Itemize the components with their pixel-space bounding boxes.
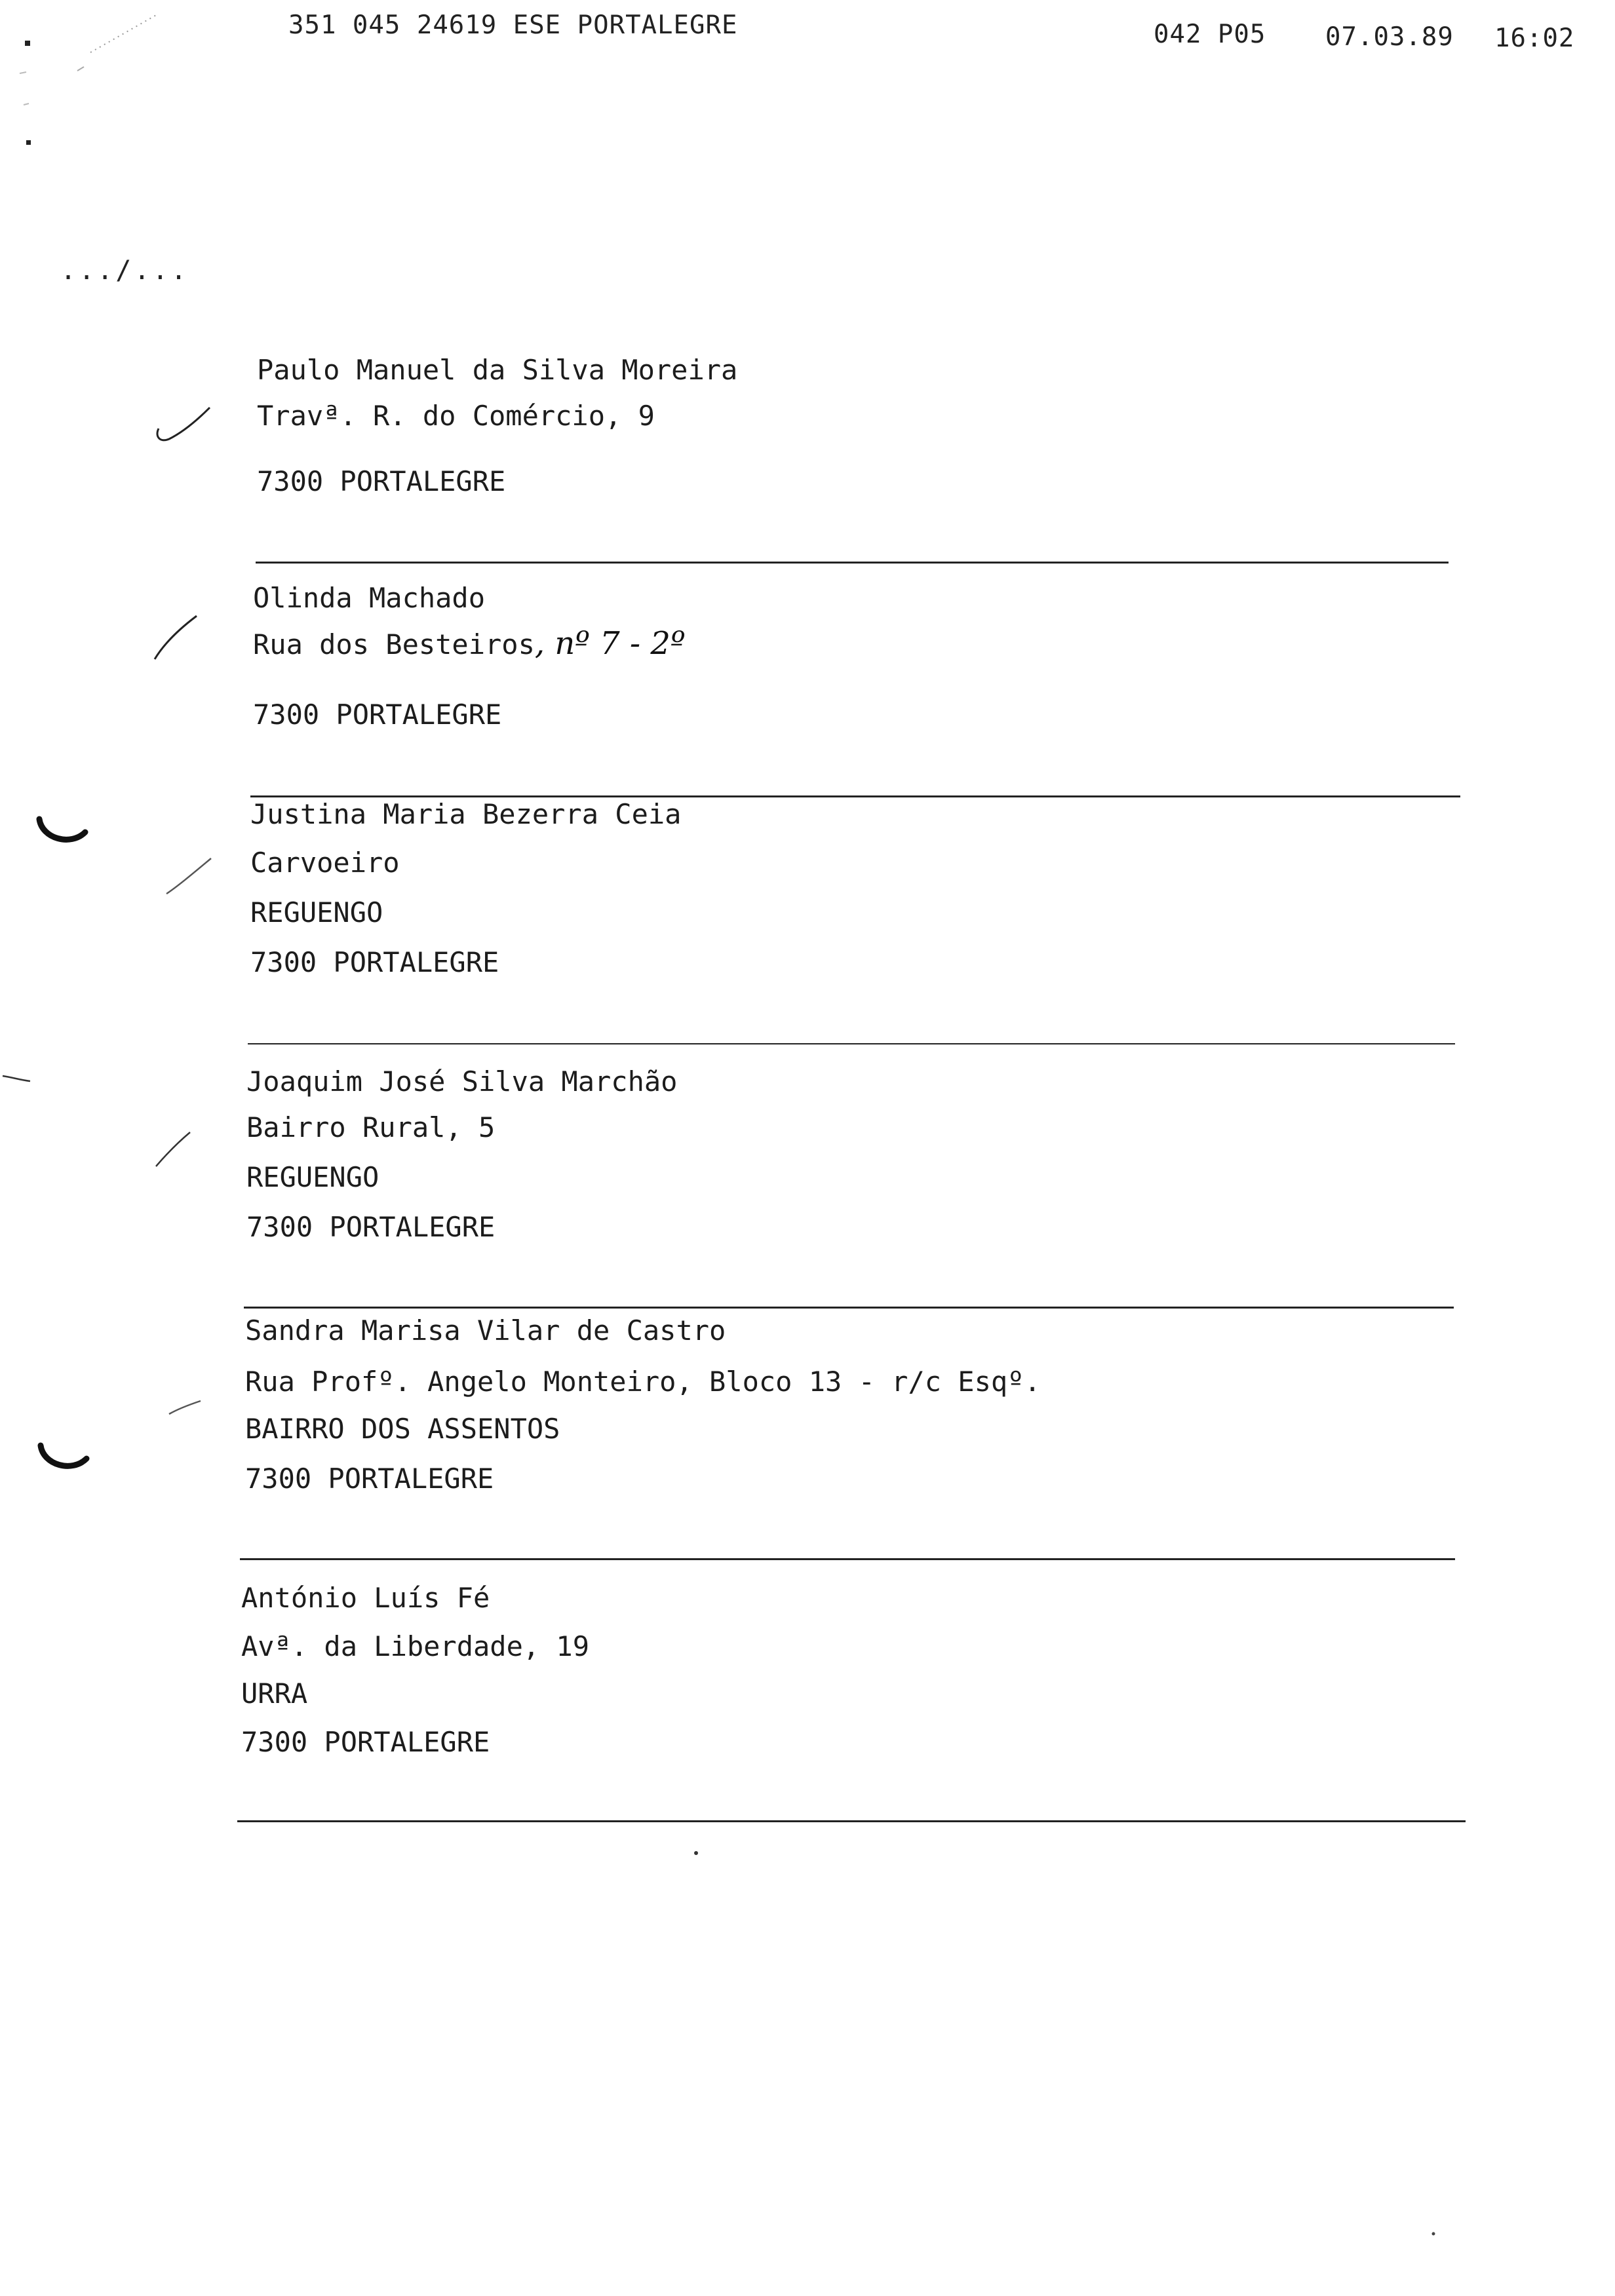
recipient-address: Travª. R. do Comércio, 9 [257,400,655,432]
scan-speck [1430,2230,1437,2237]
recipient-address: Bairro Rural, 5 [246,1111,496,1143]
recipient-name: Sandra Marisa Vilar de Castro [245,1314,726,1347]
divider-line [256,562,1449,564]
checkmark-icon [163,852,215,898]
recipient-address: Avª. da Liberdade, 19 [241,1630,590,1662]
recipient-city: 7300 PORTALEGRE [246,1211,496,1243]
checkmark-icon [149,608,202,667]
divider-line [248,1043,1455,1044]
recipient-city: 7300 PORTALEGRE [250,946,499,978]
recipient-name: Olinda Machado [253,582,486,614]
recipient-city: 7300 PORTALEGRE [257,465,506,497]
recipient-city: 7300 PORTALEGRE [253,698,502,731]
recipient-city: 7300 PORTALEGRE [241,1726,490,1758]
divider-line [237,1820,1466,1822]
fax-date: 07.03.89 [1325,22,1454,52]
divider-line [240,1558,1455,1560]
divider-line [250,795,1460,797]
recipient-city: 7300 PORTALEGRE [245,1463,494,1495]
address-entry [246,1065,1426,1262]
recipient-name: Paulo Manuel da Silva Moreira [257,354,738,386]
recipient-locality: BAIRRO DOS ASSENTOS [245,1413,560,1445]
address-entry [257,354,1437,511]
recipient-address-row [253,625,686,662]
checkmark-icon [149,400,215,446]
scan-edge-mark [0,1072,39,1085]
handwritten-annotation: , nº 7 - 2º [534,625,686,662]
continuation-mark: .../... [60,256,189,286]
fax-time: 16:02 [1494,24,1575,53]
address-entry [253,582,1433,739]
fax-sender: 351 045 24619 ESE PORTALEGRE [288,10,738,40]
recipient-locality: REGUENGO [250,896,383,928]
recipient-address: Carvoeiro [250,847,400,879]
recipient-address: Rua Profº. Angelo Monteiro, Bloco 13 - r/c Esqº. [245,1366,1041,1398]
address-entry [250,798,1430,995]
address-entry [245,1314,1425,1511]
checkmark-icon [151,1126,197,1172]
recipient-name: Justina Maria Bezerra Ceia [250,798,682,830]
recipient-name: António Luís Fé [241,1582,490,1614]
binder-hole-mark [34,813,93,852]
checkmark-icon [165,1394,204,1421]
recipient-locality: URRA [241,1677,308,1710]
fax-page-number: 042 P05 [1154,20,1266,49]
scan-speck [692,1849,700,1857]
recipient-locality: REGUENGO [246,1161,379,1193]
address-entry [241,1582,1421,1778]
divider-line [244,1307,1454,1309]
binder-hole-mark [35,1439,94,1478]
recipient-address: Rua dos Besteiros [253,628,535,660]
recipient-name: Joaquim José Silva Marchão [246,1065,678,1098]
fax-header [0,0,1615,59]
